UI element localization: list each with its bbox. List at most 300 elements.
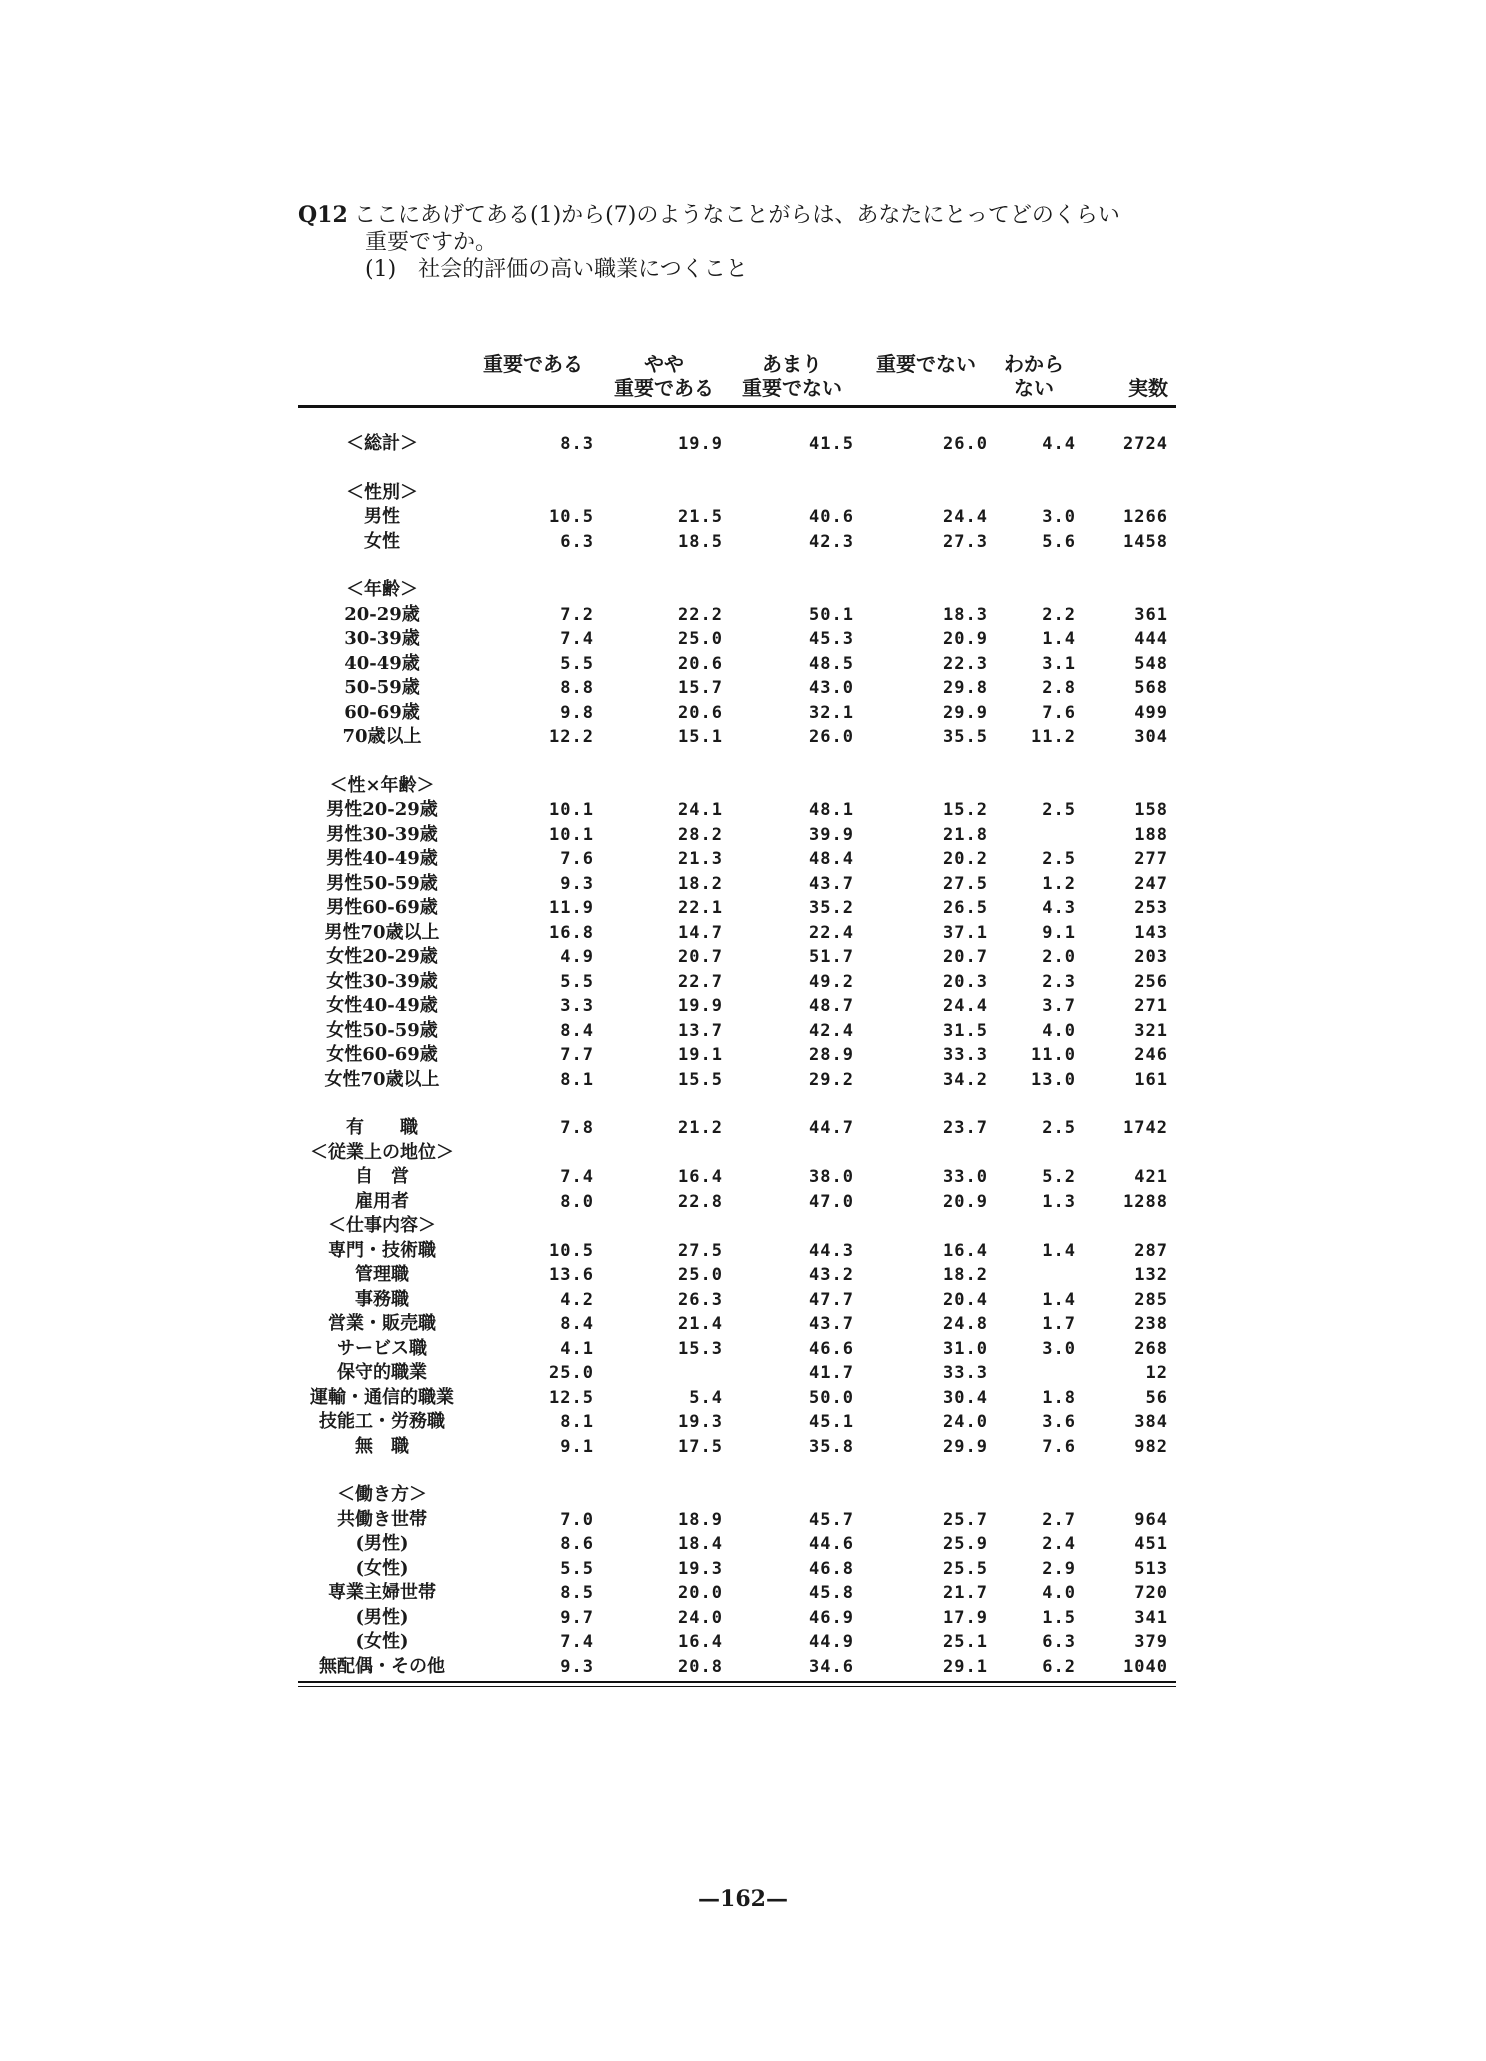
cell-col-6: 188 — [1134, 824, 1168, 845]
cell-col-1: 4.1 — [560, 1338, 594, 1359]
cell-col-4: 24.8 — [943, 1314, 988, 1334]
question-text-line2: 重要ですか。 — [365, 230, 498, 255]
cell-col-1: 7.6 — [560, 849, 594, 869]
table-header — [298, 352, 1176, 404]
cell-col-6: 158 — [1134, 800, 1168, 820]
col-header-5-line1: わから — [1004, 352, 1064, 376]
cell-col-6: 321 — [1134, 1020, 1168, 1041]
cell-col-1: 5.5 — [560, 1558, 594, 1579]
col-header-2-line2: 重要である — [614, 376, 714, 400]
cell-col-4: 20.9 — [943, 1191, 988, 1212]
cell-col-6: 568 — [1134, 678, 1168, 698]
cell-col-4: 29.8 — [943, 678, 988, 698]
cell-col-4: 31.5 — [943, 1020, 988, 1041]
cell-col-3: 46.9 — [809, 1607, 854, 1628]
row-spacer — [298, 1092, 1176, 1116]
cell-col-2: 17.5 — [678, 1436, 723, 1457]
cell-col-1: 9.3 — [560, 1656, 594, 1677]
cell-col-1: 25.0 — [549, 1363, 594, 1383]
cell-col-3: 50.0 — [809, 1387, 854, 1408]
cell-col-1: 8.0 — [560, 1191, 594, 1212]
cell-col-4: 21.8 — [943, 824, 988, 845]
cell-col-2: 20.0 — [678, 1583, 723, 1603]
cell-col-2: 22.2 — [678, 604, 723, 625]
cell-col-1: 8.5 — [560, 1583, 594, 1603]
cell-col-3: 45.1 — [809, 1412, 854, 1432]
row-label: 有 職 — [346, 1117, 418, 1138]
row-spacer — [298, 554, 1176, 578]
cell-col-1: 4.9 — [560, 947, 594, 967]
cell-col-5: 2.0 — [1042, 947, 1076, 967]
cell-col-1: 12.5 — [549, 1387, 594, 1408]
table-row — [298, 1337, 1176, 1362]
cell-col-3: 49.2 — [809, 971, 854, 992]
cell-col-3: 35.2 — [809, 898, 854, 918]
row-label: 男性60-69歳 — [326, 897, 438, 918]
cell-col-2: 19.1 — [678, 1045, 723, 1065]
cell-col-1: 10.1 — [549, 824, 594, 845]
table-row — [298, 1630, 1176, 1655]
row-label: 営業・販売職 — [328, 1313, 436, 1334]
page-number: —162— — [698, 1886, 788, 1912]
cell-col-2: 19.9 — [678, 434, 723, 454]
table-row — [298, 896, 1176, 921]
cell-col-2: 20.6 — [678, 653, 723, 674]
cell-col-4: 20.9 — [943, 629, 988, 649]
cell-col-4: 35.5 — [943, 727, 988, 747]
table-row — [298, 1581, 1176, 1606]
table-row — [298, 1508, 1176, 1533]
cell-col-5: 2.5 — [1042, 800, 1076, 820]
table-row — [298, 1532, 1176, 1557]
cell-col-3: 43.2 — [809, 1265, 854, 1285]
cell-col-2: 19.3 — [678, 1558, 723, 1579]
cell-col-1: 7.2 — [560, 604, 594, 625]
table-row — [298, 970, 1176, 995]
cell-col-3: 41.5 — [809, 434, 854, 454]
row-label: 男性50-59歳 — [326, 872, 438, 894]
cell-col-5: 3.1 — [1042, 653, 1076, 674]
cell-col-1: 8.3 — [560, 434, 594, 454]
table-row — [298, 1483, 1176, 1508]
table-row — [298, 994, 1176, 1019]
cell-col-1: 6.3 — [560, 531, 594, 552]
cell-col-4: 33.3 — [943, 1045, 988, 1065]
cell-col-1: 3.3 — [560, 996, 594, 1016]
table-row — [298, 1557, 1176, 1582]
cell-col-1: 8.4 — [560, 1020, 594, 1041]
cell-col-1: 7.0 — [560, 1509, 594, 1530]
cell-col-5: 5.6 — [1042, 531, 1076, 552]
cell-col-5: 6.2 — [1042, 1656, 1076, 1677]
cell-col-4: 15.2 — [943, 800, 988, 820]
table-row — [298, 1606, 1176, 1631]
table-row — [298, 945, 1176, 970]
cell-col-2: 21.5 — [678, 507, 723, 527]
cell-col-3: 42.4 — [809, 1020, 854, 1041]
row-label: (男性) — [355, 1533, 409, 1554]
question-block — [298, 202, 1120, 283]
cell-col-6: 1458 — [1123, 531, 1168, 552]
table-row — [298, 1312, 1176, 1337]
cell-col-6: 271 — [1134, 996, 1168, 1016]
row-label: 女性60-69歳 — [326, 1044, 438, 1065]
table-row — [298, 1239, 1176, 1264]
cell-col-1: 8.4 — [560, 1314, 594, 1334]
cell-col-6: 451 — [1134, 1534, 1168, 1554]
table-row — [298, 774, 1176, 799]
row-spacer — [298, 750, 1176, 774]
cell-col-4: 16.4 — [943, 1240, 988, 1261]
cell-col-6: 341 — [1134, 1607, 1168, 1628]
cell-col-1: 9.1 — [560, 1436, 594, 1457]
cell-col-1: 12.2 — [549, 727, 594, 747]
cell-col-1: 9.8 — [560, 702, 594, 723]
cell-col-6: 1040 — [1123, 1656, 1168, 1677]
row-label: 管理職 — [355, 1264, 409, 1285]
cell-col-1: 8.1 — [560, 1412, 594, 1432]
cell-col-3: 48.1 — [809, 800, 854, 820]
row-label: (女性) — [355, 1557, 409, 1579]
cell-col-4: 33.0 — [943, 1167, 988, 1187]
cell-col-3: 46.6 — [809, 1338, 854, 1359]
cell-col-6: 1266 — [1123, 507, 1168, 527]
cell-col-4: 25.7 — [943, 1509, 988, 1530]
row-label: 男性30-39歳 — [326, 823, 438, 845]
cell-col-5: 1.4 — [1042, 1289, 1076, 1310]
cell-col-2: 26.3 — [678, 1289, 723, 1310]
cell-col-3: 43.7 — [809, 1314, 854, 1334]
row-label: ＜従業上の地位＞ — [310, 1141, 454, 1163]
cell-col-3: 39.9 — [809, 824, 854, 845]
cell-col-6: 56 — [1145, 1387, 1168, 1408]
cell-col-5: 4.4 — [1042, 434, 1076, 454]
cell-col-2: 18.9 — [678, 1509, 723, 1530]
cell-col-4: 30.4 — [943, 1387, 988, 1408]
table-row — [298, 676, 1176, 701]
table-row — [298, 847, 1176, 872]
cell-col-1: 7.4 — [560, 629, 594, 649]
cell-col-5: 3.0 — [1042, 1338, 1076, 1359]
cell-col-6: 1742 — [1123, 1118, 1168, 1138]
row-label: 事務職 — [355, 1288, 409, 1310]
cell-col-6: 304 — [1134, 727, 1168, 747]
cell-col-4: 20.3 — [943, 971, 988, 992]
row-label: 自 営 — [355, 1166, 409, 1187]
row-label: 専門・技術職 — [328, 1239, 436, 1261]
cell-col-6: 287 — [1134, 1240, 1168, 1261]
cell-col-6: 964 — [1134, 1509, 1168, 1530]
cell-col-6: 203 — [1134, 947, 1168, 967]
table-row — [298, 1116, 1176, 1141]
cell-col-3: 44.9 — [809, 1632, 854, 1652]
cell-col-3: 48.4 — [809, 849, 854, 869]
cell-col-3: 32.1 — [809, 702, 854, 723]
cell-col-6: 246 — [1134, 1045, 1168, 1065]
row-label: 無 職 — [355, 1435, 409, 1457]
cell-col-4: 34.2 — [943, 1069, 988, 1090]
cell-col-3: 51.7 — [809, 947, 854, 967]
cell-col-2: 21.3 — [678, 849, 723, 869]
cell-col-4: 20.2 — [943, 849, 988, 869]
cell-col-6: 143 — [1134, 922, 1168, 943]
cell-col-1: 5.5 — [560, 971, 594, 992]
cell-col-4: 25.9 — [943, 1534, 988, 1554]
cell-col-4: 24.4 — [943, 507, 988, 527]
cell-col-6: 421 — [1134, 1167, 1168, 1187]
cell-col-3: 29.2 — [809, 1069, 854, 1090]
cell-col-2: 5.4 — [689, 1387, 723, 1408]
cell-col-3: 41.7 — [809, 1363, 854, 1383]
table-row — [298, 578, 1176, 603]
table-row — [298, 1068, 1176, 1093]
row-label: 女性20-29歳 — [326, 946, 438, 967]
cell-col-3: 43.0 — [809, 678, 854, 698]
table-row — [298, 1435, 1176, 1460]
cell-col-5: 2.9 — [1042, 1558, 1076, 1579]
cell-col-6: 12 — [1145, 1363, 1168, 1383]
cell-col-2: 24.0 — [678, 1607, 723, 1628]
cell-col-3: 45.3 — [809, 629, 854, 649]
table-row — [298, 701, 1176, 726]
cell-col-4: 29.9 — [943, 702, 988, 723]
cell-col-4: 20.7 — [943, 947, 988, 967]
cell-col-3: 22.4 — [809, 922, 854, 943]
cell-col-2: 20.6 — [678, 702, 723, 723]
cell-col-3: 28.9 — [809, 1045, 854, 1065]
cell-col-2: 15.7 — [678, 678, 723, 698]
table-row — [298, 823, 1176, 848]
cell-col-6: 285 — [1134, 1289, 1168, 1310]
row-label: 女性30-39歳 — [326, 970, 438, 992]
row-label: 70歳以上 — [342, 726, 422, 747]
table-row — [298, 1361, 1176, 1386]
cell-col-1: 13.6 — [549, 1265, 594, 1285]
table-row — [298, 725, 1176, 750]
table-row — [298, 1141, 1176, 1166]
cell-col-3: 38.0 — [809, 1167, 854, 1187]
cell-col-2: 21.4 — [678, 1314, 723, 1334]
table-row — [298, 603, 1176, 628]
cell-col-3: 35.8 — [809, 1436, 854, 1457]
cell-col-4: 22.3 — [943, 653, 988, 674]
cell-col-5: 1.2 — [1042, 873, 1076, 894]
cell-col-3: 47.0 — [809, 1191, 854, 1212]
cell-col-5: 9.1 — [1042, 922, 1076, 943]
cell-col-5: 5.2 — [1042, 1167, 1076, 1187]
cell-col-6: 720 — [1134, 1583, 1168, 1603]
cell-col-6: 444 — [1134, 629, 1168, 649]
cell-col-5: 13.0 — [1031, 1069, 1076, 1090]
col-header-5-line2: ない — [1014, 376, 1054, 400]
table-row — [298, 1214, 1176, 1239]
row-label: 女性70歳以上 — [324, 1068, 440, 1090]
row-label: ＜性×年齢＞ — [329, 774, 435, 796]
cell-col-5: 2.5 — [1042, 849, 1076, 869]
cell-col-5: 2.4 — [1042, 1534, 1076, 1554]
cell-col-5: 2.8 — [1042, 678, 1076, 698]
cell-col-6: 2724 — [1123, 434, 1168, 454]
table-row — [298, 1019, 1176, 1044]
cell-col-6: 499 — [1134, 702, 1168, 723]
cell-col-5: 7.6 — [1042, 702, 1076, 723]
cell-col-1: 10.5 — [549, 1240, 594, 1261]
row-label: 50-59歳 — [344, 677, 420, 698]
cell-col-1: 10.5 — [549, 507, 594, 527]
cell-col-2: 21.2 — [678, 1118, 723, 1138]
row-spacer — [298, 1459, 1176, 1483]
question-subitem: (1) 社会的評価の高い職業につくこと — [365, 257, 748, 282]
row-label: 無配偶・その他 — [319, 1655, 445, 1677]
cell-col-1: 7.7 — [560, 1045, 594, 1065]
table-row — [298, 1410, 1176, 1435]
cell-col-4: 27.5 — [943, 873, 988, 894]
cell-col-6: 513 — [1134, 1558, 1168, 1579]
cell-col-5: 4.0 — [1042, 1020, 1076, 1041]
table-row — [298, 432, 1176, 457]
cell-col-2: 27.5 — [678, 1240, 723, 1261]
col-header-3-line1: あまり — [762, 352, 822, 376]
cell-col-3: 48.7 — [809, 996, 854, 1016]
cell-col-5: 4.0 — [1042, 1583, 1076, 1603]
row-label: 専業主婦世帯 — [328, 1582, 436, 1603]
cell-col-5: 6.3 — [1042, 1632, 1076, 1652]
cell-col-1: 7.8 — [560, 1118, 594, 1138]
cell-col-4: 27.3 — [943, 531, 988, 552]
cell-col-4: 25.1 — [943, 1632, 988, 1652]
cell-col-4: 29.1 — [943, 1656, 988, 1677]
col-header-3-line2: 重要でない — [742, 376, 842, 400]
cell-col-2: 14.7 — [678, 922, 723, 943]
cell-col-5: 1.8 — [1042, 1387, 1076, 1408]
col-header-4-line1: 重要でない — [876, 352, 976, 376]
cell-col-5: 2.3 — [1042, 971, 1076, 992]
cell-col-2: 15.5 — [678, 1069, 723, 1090]
cell-col-1: 8.6 — [560, 1534, 594, 1554]
row-label: ＜性別＞ — [346, 481, 418, 503]
cell-col-6: 247 — [1134, 873, 1168, 894]
cell-col-3: 44.7 — [809, 1118, 854, 1138]
cell-col-2: 22.8 — [678, 1191, 723, 1212]
table-row — [298, 1288, 1176, 1313]
cell-col-1: 7.4 — [560, 1167, 594, 1187]
row-label: 技能工・労務職 — [319, 1411, 445, 1432]
cell-col-3: 44.3 — [809, 1240, 854, 1261]
row-label: 女性 — [364, 530, 400, 552]
cell-col-1: 16.8 — [549, 922, 594, 943]
cell-col-2: 20.7 — [678, 947, 723, 967]
cell-col-3: 47.7 — [809, 1289, 854, 1310]
cell-col-5: 1.3 — [1042, 1191, 1076, 1212]
row-label: ＜総計＞ — [346, 433, 418, 454]
cell-col-5: 11.0 — [1031, 1045, 1076, 1065]
table-row — [298, 481, 1176, 506]
row-label: 40-49歳 — [344, 652, 420, 674]
header-rule — [298, 405, 1176, 408]
cell-col-5: 1.5 — [1042, 1607, 1076, 1628]
row-label: 男性70歳以上 — [324, 921, 440, 943]
cell-col-2: 22.7 — [678, 971, 723, 992]
cell-col-5: 1.7 — [1042, 1314, 1076, 1334]
table-body — [298, 432, 1176, 1679]
cell-col-6: 982 — [1134, 1436, 1168, 1457]
cell-col-1: 7.4 — [560, 1632, 594, 1652]
row-label: ＜働き方＞ — [337, 1484, 427, 1505]
cell-col-3: 45.7 — [809, 1509, 854, 1530]
cell-col-4: 17.9 — [943, 1607, 988, 1628]
question-text-line1: ここにあげてある(1)から(7)のようなことがらは、あなたにとってどのくらい — [354, 203, 1120, 228]
col-header-6-line2: 実数 — [1128, 376, 1168, 400]
cell-col-5: 2.2 — [1042, 604, 1076, 625]
cell-col-2: 18.5 — [678, 531, 723, 552]
cell-col-3: 26.0 — [809, 727, 854, 747]
cell-col-2: 25.0 — [678, 1265, 723, 1285]
cell-col-4: 25.5 — [943, 1558, 988, 1579]
cell-col-4: 18.3 — [943, 604, 988, 625]
col-header-2-line1: やや — [644, 352, 684, 376]
row-label: ＜年齢＞ — [346, 579, 418, 600]
cell-col-3: 43.7 — [809, 873, 854, 894]
row-label: 20-29歳 — [344, 603, 420, 625]
table-row — [298, 798, 1176, 823]
cell-col-3: 46.8 — [809, 1558, 854, 1579]
cell-col-6: 548 — [1134, 653, 1168, 674]
table-row — [298, 1655, 1176, 1680]
row-label: 男性 — [364, 506, 400, 527]
cell-col-2: 18.4 — [678, 1534, 723, 1554]
row-label: ＜仕事内容＞ — [328, 1215, 436, 1236]
row-label: 保守的職業 — [337, 1362, 427, 1383]
cell-col-5: 1.4 — [1042, 629, 1076, 649]
row-label: 60-69歳 — [344, 701, 420, 723]
row-label: 女性40-49歳 — [326, 995, 438, 1016]
row-spacer — [298, 457, 1176, 481]
cell-col-2: 20.8 — [678, 1656, 723, 1677]
cell-col-5: 4.3 — [1042, 898, 1076, 918]
row-label: (女性) — [355, 1631, 409, 1652]
cell-col-1: 10.1 — [549, 800, 594, 820]
question-number: Q12 — [298, 202, 348, 228]
cell-col-5: 11.2 — [1031, 727, 1076, 747]
cell-col-3: 48.5 — [809, 653, 854, 674]
cell-col-5: 3.7 — [1042, 996, 1076, 1016]
cell-col-3: 50.1 — [809, 604, 854, 625]
cell-col-2: 13.7 — [678, 1020, 723, 1041]
table-row — [298, 505, 1176, 530]
cell-col-6: 277 — [1134, 849, 1168, 869]
table-row — [298, 1190, 1176, 1215]
cell-col-2: 19.9 — [678, 996, 723, 1016]
row-label: 男性40-49歳 — [326, 848, 438, 869]
row-label: 30-39歳 — [344, 628, 420, 649]
cell-col-5: 2.7 — [1042, 1509, 1076, 1530]
cell-col-6: 161 — [1134, 1069, 1168, 1090]
cell-col-3: 40.6 — [809, 507, 854, 527]
cell-col-6: 268 — [1134, 1338, 1168, 1359]
cell-col-4: 20.4 — [943, 1289, 988, 1310]
cell-col-3: 45.8 — [809, 1583, 854, 1603]
cell-col-4: 37.1 — [943, 922, 988, 943]
row-label: 共働き世帯 — [337, 1508, 427, 1530]
cell-col-4: 29.9 — [943, 1436, 988, 1457]
cell-col-4: 18.2 — [943, 1265, 988, 1285]
table-row — [298, 652, 1176, 677]
cell-col-6: 238 — [1134, 1314, 1168, 1334]
cell-col-5: 7.6 — [1042, 1436, 1076, 1457]
cell-col-6: 361 — [1134, 604, 1168, 625]
cell-col-2: 16.4 — [678, 1167, 723, 1187]
cell-col-6: 379 — [1134, 1632, 1168, 1652]
